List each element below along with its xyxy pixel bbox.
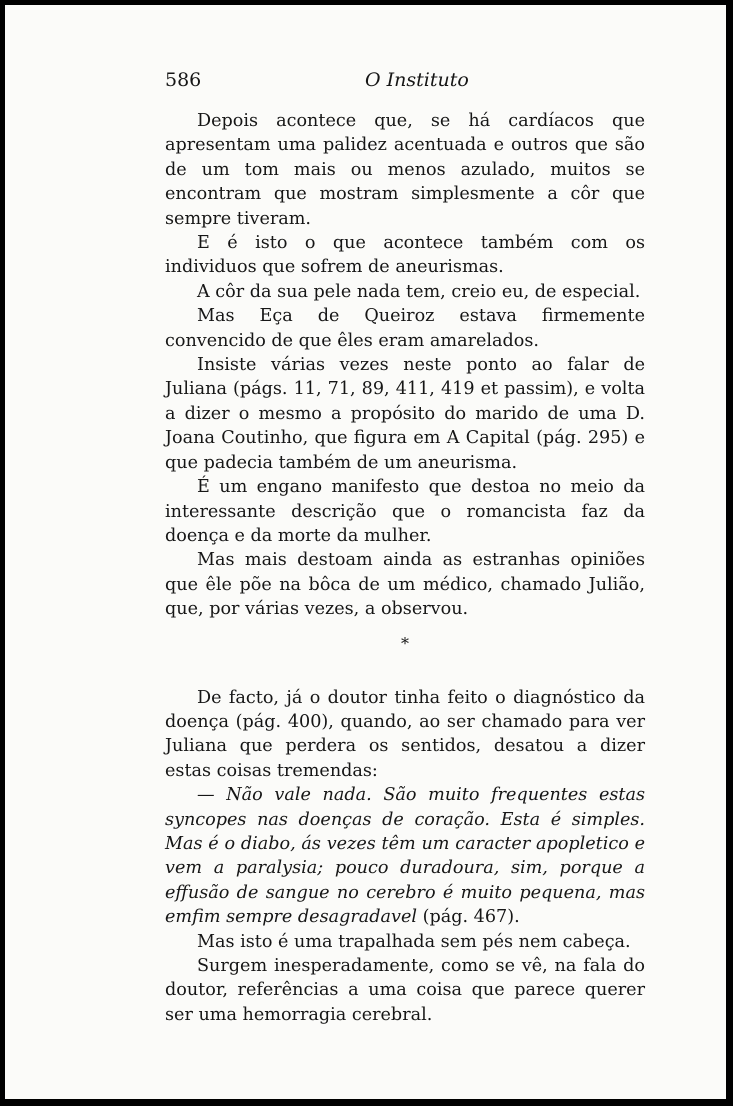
- paragraph: É um engano manifesto que destoa no meio da interessante descrição que o romancista faz da doença e da morte da mulher.: [165, 477, 645, 546]
- paragraph: Mas mais destoam ainda as estranhas opiniões que êle põe na bôca de um médico, chamado Julião, que, por várias vezes, a observou.: [165, 550, 645, 620]
- paragraph: Mas isto é uma trapalhada sem pés nem cabeça.: [197, 931, 631, 952]
- quote-reference: (pág. 467).: [417, 907, 520, 928]
- paragraph: E é isto o que acontece também com os individuos que sofrem de aneurismas.: [165, 233, 645, 278]
- section-separator: *: [401, 633, 409, 653]
- page-number: 586: [165, 69, 202, 91]
- paragraph: A côr da sua pele nada tem, creio eu, de especial.: [197, 281, 641, 302]
- paragraph: Mas Eça de Queiroz estava firmemente convencido de que êles eram amarelados.: [165, 306, 645, 351]
- quote-text: — Não vale nada. São muito frequentes estas syncopes nas doenças de coração. Esta é simples. Mas é o diabo, ás vezes têm um caracter apopletico e vem a paralysia; pouco duradoura, sim, porque a effusão de sangue no cerebro é muito pequena, mas emfim sempre desagradavel: [165, 785, 645, 928]
- page-header: [165, 69, 645, 99]
- page-sheet: [5, 5, 726, 1099]
- quoted-speech: [165, 783, 645, 929]
- body-text: [165, 109, 645, 1027]
- paragraph: Insiste várias vezes neste ponto ao falar de Juliana (págs. 11, 71, 89, 411, 419 et passim), e volta a dizer o mesmo a propósito do marido de uma D. Joana Coutinho, que figura em A Capital (pág. 295) e que padecia também de um aneurisma.: [165, 355, 645, 473]
- paragraph: De facto, já o doutor tinha feito o diagnóstico da doença (pág. 400), quando, ao ser chamado para ver Juliana que perdera os sentidos, desatou a dizer estas coisas tremendas:: [165, 687, 645, 781]
- running-title: O Instituto: [365, 69, 469, 91]
- paragraph: Depois acontece que, se há cardíacos que apresentam uma palidez acentuada e outros que são de um tom mais ou menos azulado, muitos se encontram que mostram simplesmente a côr que sempre tiveram.: [165, 111, 645, 229]
- paragraph: Surgem inesperadamente, como se vê, na fala do doutor, referências a uma coisa que parece querer ser uma hemorragia cerebral.: [165, 956, 645, 1025]
